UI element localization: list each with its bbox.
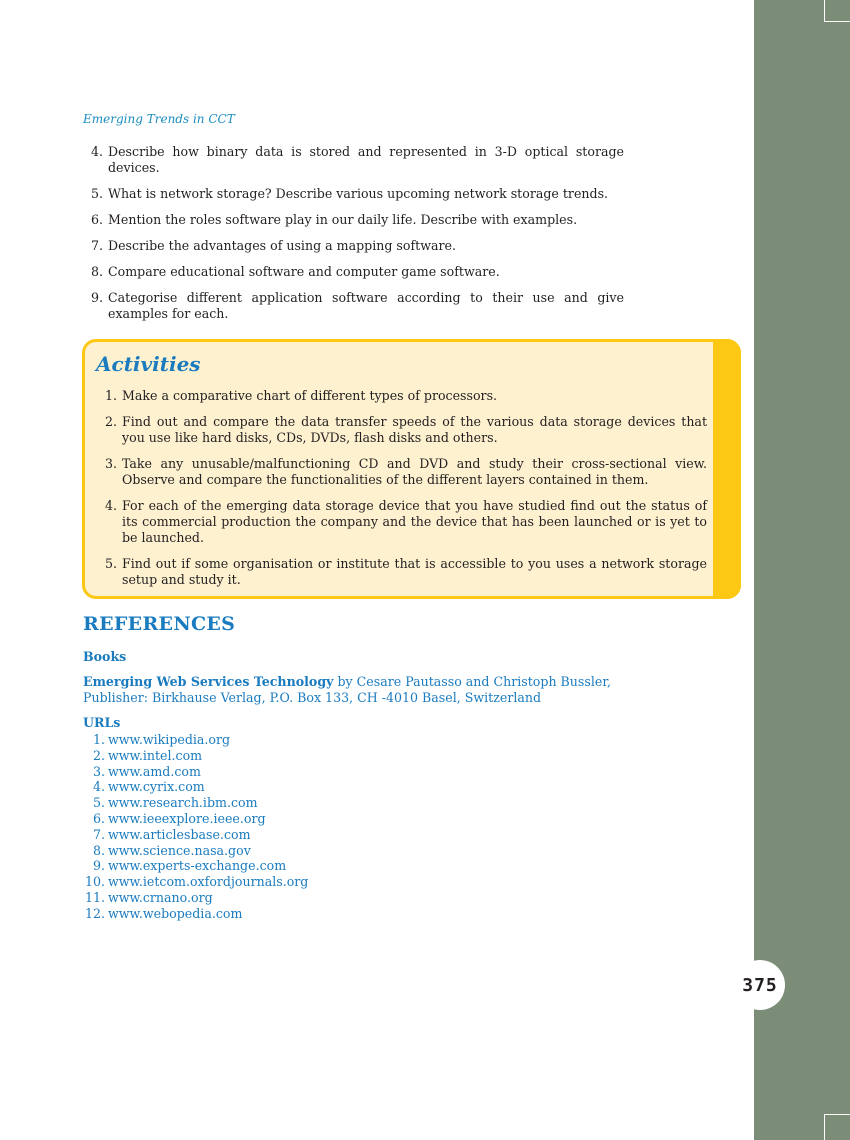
url-item (83, 764, 383, 780)
item-text: What is network storage? Describe various upcoming network storage trends. (108, 186, 609, 201)
list-item (83, 264, 624, 280)
url-link[interactable]: www.ietcom.oxfordjournals.org (108, 874, 309, 890)
url-item (83, 843, 383, 859)
url-link[interactable]: www.cyrix.com (108, 779, 205, 795)
item-number: 1. (104, 388, 117, 403)
activity-list (97, 388, 707, 598)
item-number: 8. (90, 264, 103, 279)
item-text: Mention the roles software play in our daily life. Describe with examples. (108, 212, 578, 227)
url-item (83, 811, 383, 827)
url-link[interactable]: www.wikipedia.org (108, 732, 231, 747)
list-item (83, 186, 624, 202)
item-number: 2. (92, 747, 105, 763)
item-number: 9. (92, 858, 105, 874)
list-item (83, 212, 624, 228)
url-item (83, 858, 383, 874)
list-item (83, 238, 624, 254)
list-item (97, 456, 707, 488)
item-number: 4. (104, 498, 117, 513)
url-item (83, 827, 383, 843)
question-list (83, 144, 624, 332)
list-item (97, 498, 707, 546)
list-item (97, 556, 707, 588)
url-link[interactable]: www.research.ibm.com (108, 795, 258, 811)
url-link[interactable]: www.intel.com (108, 747, 203, 763)
item-number: 10. (84, 874, 105, 890)
item-number: 7. (92, 826, 105, 842)
item-number: 5. (90, 186, 103, 201)
item-number: 1. (92, 732, 105, 747)
url-item (83, 890, 383, 906)
url-item (83, 748, 383, 764)
list-item (83, 144, 624, 176)
book-title: Emerging Web Services Technology (83, 674, 334, 689)
activities-box-tab (713, 339, 741, 599)
url-link[interactable]: www.experts-exchange.com (108, 858, 287, 874)
item-number: 6. (90, 212, 103, 227)
list-item (83, 290, 624, 322)
item-text: For each of the emerging data storage device that you have studied find out the status of its commercial production the company and the device that has been launched or is yet to be launched. (122, 498, 707, 545)
item-text: Describe how binary data is stored and represented in 3-D optical storage devices. (108, 144, 624, 175)
item-number: 6. (92, 810, 105, 826)
url-item (83, 874, 383, 890)
page-number: 375 (735, 960, 785, 1010)
item-number: 9. (90, 290, 103, 305)
item-text: Describe the advantages of using a mapping software. (108, 238, 456, 253)
item-number: 8. (92, 842, 105, 858)
list-item (97, 388, 707, 404)
book-details: by Cesare Pautasso and Christoph Bussler, Publisher: Birkhause Verlag, P.O. Box 133, CH -4010 Basel, Switzerland (83, 674, 611, 705)
url-link[interactable]: www.crnano.org (108, 889, 213, 905)
book-reference (83, 674, 643, 706)
url-item (83, 732, 383, 748)
item-number: 11. (84, 889, 105, 905)
item-text: Take any unusable/malfunctioning CD and DVD and study their cross-sectional view. Observe and compare the functionalities of the different layers contained in them. (122, 456, 707, 487)
crop-mark-bottom (824, 1114, 850, 1140)
list-item (97, 414, 707, 446)
item-number: 7. (90, 238, 103, 253)
activities-box (82, 339, 741, 599)
activities-title: Activities (96, 352, 201, 376)
item-text: Find out and compare the data transfer speeds of the various data storage devices that you use like hard disks, CDs, DVDs, flash disks and others. (122, 414, 707, 445)
url-item (83, 906, 383, 922)
url-link[interactable]: www.webopedia.com (108, 905, 243, 921)
item-number: 5. (104, 556, 117, 571)
running-head: Emerging Trends in CCT (83, 112, 235, 126)
item-text: Compare educational software and computer game software. (108, 264, 500, 279)
books-heading: Books (83, 649, 127, 664)
url-link[interactable]: www.science.nasa.gov (108, 842, 251, 858)
urls-heading: URLs (83, 715, 121, 730)
item-number: 4. (90, 144, 103, 159)
item-number: 3. (104, 456, 117, 471)
item-number: 5. (92, 795, 105, 811)
url-link[interactable]: www.articlesbase.com (108, 826, 251, 842)
url-link[interactable]: www.amd.com (108, 763, 201, 779)
url-list (83, 732, 383, 922)
item-text: Make a comparative chart of different types of processors. (122, 388, 498, 403)
references-heading: REFERENCES (83, 613, 236, 635)
item-number: 3. (92, 763, 105, 779)
url-item (83, 779, 383, 795)
item-text: Categorise different application software according to their use and give examples for each. (108, 290, 624, 321)
item-number: 4. (92, 779, 105, 795)
item-number: 12. (84, 905, 105, 921)
item-text: Find out if some organisation or institute that is accessible to you uses a network storage setup and study it. (122, 556, 707, 587)
crop-mark-top (824, 0, 850, 22)
url-item (83, 795, 383, 811)
url-link[interactable]: www.ieeexplore.ieee.org (108, 810, 266, 826)
item-number: 2. (104, 414, 117, 429)
